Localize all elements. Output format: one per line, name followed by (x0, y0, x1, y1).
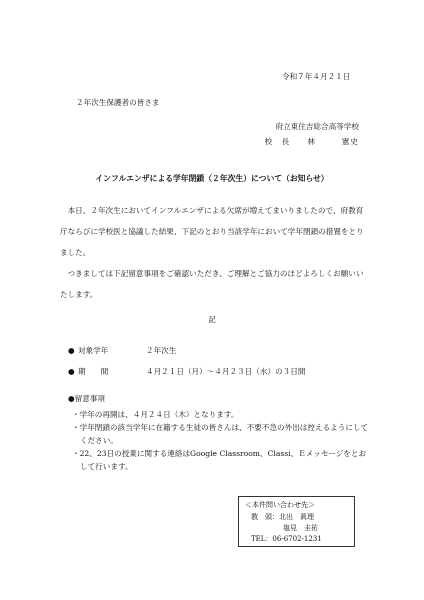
notes-title: 留意事項 (74, 394, 106, 403)
body-paragraph-1: 本日、２年次生においてインフルエンザによる欠席が増えてまいりましたので、府教育庁ならびに学校医と協議した結果、下記のとおり当該学年において学年閉鎖の措置をとりました。 (60, 206, 364, 257)
contact-box (238, 496, 355, 547)
note-item: ・学年の再開は、４月２４日（木）となります。 (72, 410, 239, 419)
note-item: ・22、23日の授業に関する連絡はGoogle Classroom、Classi、Ｅメッセージをとおして行います。 (72, 449, 367, 471)
contact-line-1: 教 頭：北出 眞理 (251, 513, 314, 521)
school-name: 府立東住吉総合高等学校 (275, 122, 359, 131)
grade-label: 対象学年 (78, 346, 109, 355)
document-title: インフルエンザによる学年閉鎖（２年次生）について（お知らせ） (95, 174, 329, 183)
body-text (60, 200, 365, 305)
bullet-icon: ● (68, 394, 75, 403)
document-date: 令和７年４月２１日 (282, 72, 351, 81)
notes-title-row (68, 395, 105, 403)
bullet-icon: ● (68, 346, 75, 355)
ki-heading: 記 (208, 315, 216, 324)
note-item: ・学年閉鎖の該当学年に在籍する生徒の皆さんは、不要不急の外出は控えるようにしてください。 (72, 423, 369, 445)
period-value: ４月２１日（月）～４月２３日（水）の３日間 (146, 367, 306, 376)
contact-tel: TEL：06-6702-1231 (251, 535, 322, 543)
contact-line-2: 塩見 圭祐 (283, 524, 318, 532)
contact-heading: ＜本件問い合わせ先＞ (245, 501, 315, 509)
grade-row (68, 347, 176, 355)
period-row (68, 368, 305, 376)
body-paragraph-2: つきましては下記留意事項をご確認いただき、ご理解とご協力のほどよろしくお願いいたします。 (60, 269, 364, 299)
grade-value: ２年次生 (146, 346, 177, 355)
recipient: ２年次生保護者の皆さま (76, 98, 160, 107)
principal-name: 校 長 林 憲史 (264, 137, 359, 146)
bullet-icon: ● (68, 367, 75, 376)
period-label: 期 間 (78, 367, 109, 376)
notes-list (72, 408, 372, 473)
